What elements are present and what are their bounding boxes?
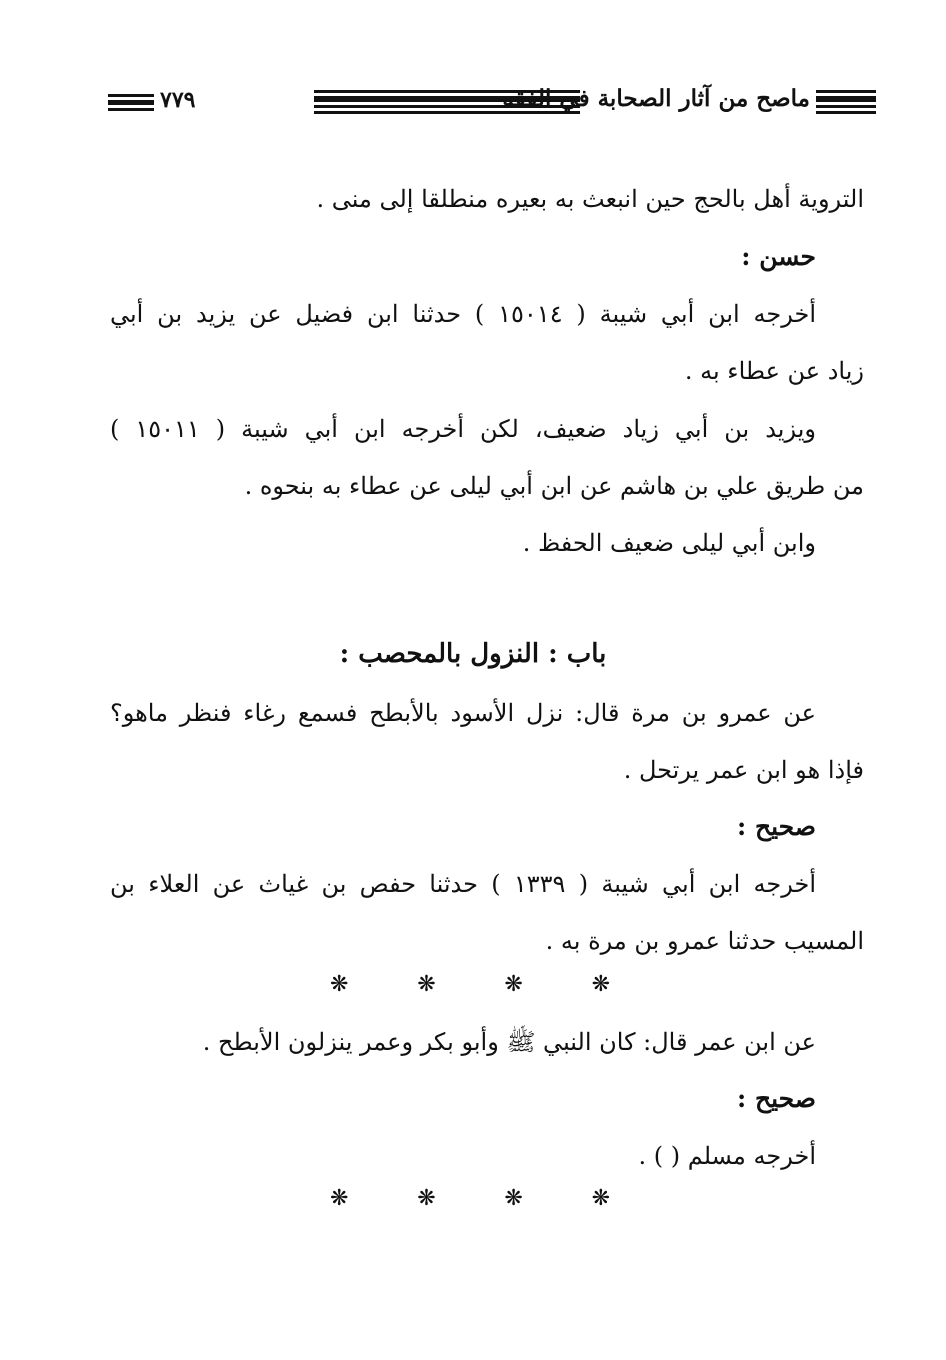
asterism-icon: ❋ <box>504 972 523 997</box>
asterism-icon: ❋ <box>330 1186 349 1211</box>
section-divider <box>300 1186 640 1212</box>
grade-label: صحيح : <box>737 812 816 841</box>
text-line: وابن أبي ليلى ضعيف الحفظ . <box>522 529 816 557</box>
text-line: أخرجه ابن أبي شيبة ( ١٥٠١٤ ) حدثنا ابن فضيل عن يزيد بن أبي <box>110 300 816 328</box>
asterism-icon: ❋ <box>330 972 349 997</box>
text-line: المسيب حدثنا عمرو بن مرة به . <box>545 927 864 955</box>
text-line: من طريق علي بن هاشم عن ابن أبي ليلى عن عطاء به بنحوه . <box>244 472 864 500</box>
chapter-heading: باب : النزول بالمحصب : <box>339 639 607 669</box>
header-rule-left <box>108 94 154 111</box>
asterism-icon: ❋ <box>417 972 436 997</box>
text-line: عن عمرو بن مرة قال: نزل الأسود بالأبطح فسمع رغاء فنظر ماهو؟ <box>110 699 816 727</box>
asterism-icon: ❋ <box>417 1186 436 1211</box>
asterism-icon: ❋ <box>591 972 610 997</box>
grade-label: صحيح : <box>737 1084 816 1113</box>
running-title: ماصح من آثار الصحابة في الفقه <box>502 85 810 112</box>
text-line: التروية أهل بالحج حين انبعث به بعيره منطلقا إلى منى . <box>316 185 864 213</box>
text-line: أخرجه ابن أبي شيبة ( ١٣٣٩ ) حدثنا حفص بن غياث عن العلاء بن <box>110 870 816 898</box>
header-rule-right <box>816 90 876 114</box>
text-line: ويزيد بن أبي زياد ضعيف، لكن أخرجه ابن أبي شيبة ( ١٥٠١١ ) <box>110 415 816 443</box>
section-divider <box>300 972 640 998</box>
text-line: زياد عن عطاء به . <box>684 357 864 385</box>
text-line: عن ابن عمر قال: كان النبي ﷺ وأبو بكر وعمر ينزلون الأبطح . <box>202 1028 816 1056</box>
grade-label: حسن : <box>741 242 816 271</box>
text-line: فإذا هو ابن عمر يرتحل . <box>623 756 864 784</box>
text-line: أخرجه مسلم ( ) . <box>638 1142 816 1170</box>
asterism-icon: ❋ <box>504 1186 523 1211</box>
asterism-icon: ❋ <box>591 1186 610 1211</box>
page-header <box>108 82 876 122</box>
page-number: ٧٧٩ <box>160 87 196 113</box>
